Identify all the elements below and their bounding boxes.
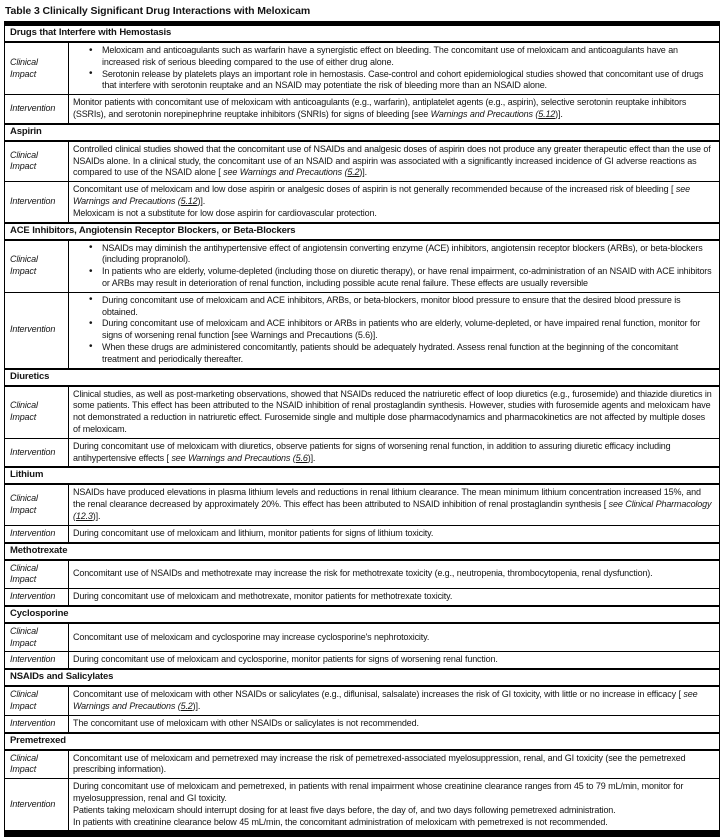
row-label-intervention: Intervention	[5, 182, 69, 223]
section-header-row	[5, 733, 720, 750]
text-segment: NSAIDs may diminish the antihypertensive effect of angiotensin converting enzyme (ACE) inhibitors, angiotensin receptor blockers (ARBs), or beta-blockers (including propranolol).	[102, 242, 703, 265]
paragraph	[73, 97, 714, 121]
section-header-row	[5, 467, 720, 484]
text-segment: Concomitant use of NSAIDs and methotrexate may increase the risk for methotrexate toxicity (e.g., neutropenia, thrombocytopenia, renal dysfunction).	[73, 568, 653, 579]
cell-intervention	[69, 95, 720, 124]
cell-intervention	[69, 715, 720, 732]
row-label-clinical-impact: Clinical Impact	[5, 560, 69, 589]
section-header: Diuretics	[5, 369, 720, 386]
row-label-intervention: Intervention	[5, 95, 69, 124]
text-segment: see Warnings and Precautions (	[73, 689, 698, 712]
row-label-intervention: Intervention	[5, 779, 69, 834]
paragraph	[73, 781, 714, 805]
text-segment: During concomitant use of meloxicam and ACE inhibitors or ARBs in patients who are elderly, volume-depleted, or have impaired renal function, monitor for signs of worsening renal function [see Warnings and Precautions (5.6)].	[102, 318, 701, 341]
text-segment: During concomitant use of meloxicam and pemetrexed, in patients with renal impairment whose creatinine clearance ranges from 45 to 79 mL/min, monitor for myelosuppression, renal and GI toxicity.	[73, 781, 684, 804]
text-segment: When these drugs are administered concomitantly, patients should be adequately hydrated. Assess renal function at the beginning of the concomitant treatment and periodically thereafter.	[102, 341, 679, 364]
table-row	[5, 686, 720, 715]
cell-clinical-impact	[69, 240, 720, 293]
row-label-intervention: Intervention	[5, 292, 69, 368]
row-label-clinical-impact: Clinical Impact	[5, 623, 69, 652]
paragraph	[73, 817, 714, 829]
text-segment: see Clinical Pharmacology (	[73, 499, 712, 521]
section-header-row	[5, 124, 720, 141]
cell-clinical-impact	[69, 560, 720, 589]
bullet-list	[73, 45, 714, 92]
table-row	[5, 750, 720, 779]
text-segment: During concomitant use of meloxicam and cyclosporine, monitor patients for signs of worsening renal function.	[73, 654, 498, 665]
table-row	[5, 715, 720, 732]
table-row	[5, 240, 720, 293]
cross-reference: 5.12	[180, 195, 198, 206]
paragraph	[73, 591, 714, 603]
text-segment: During concomitant use of meloxicam with diuretics, observe patients for signs of worsening renal function, in addition to assuring diuretic efficacy including antihypertensive effects [	[73, 440, 671, 463]
text-segment: Clinical studies, as well as post-marketing observations, showed that NSAIDs reduced the natriuretic effect of loop diuretics (e.g., furosemide) and thiazide diuretics in some patients. This effect has been attributed to the NSAID inhibition of renal prostaglandin synthesis. However, studies with furosemide agents and meloxicam have not demonstrated a reduction in natriuretic effect. Furosemide single and multiple dose pharmacodynamics and pharmacokinetics are not affected by multiple doses of meloxicam.	[73, 388, 712, 434]
paragraph	[73, 208, 714, 220]
cell-intervention	[69, 652, 720, 669]
paragraph	[73, 689, 714, 713]
cell-intervention	[69, 779, 720, 834]
row-label-clinical-impact: Clinical Impact	[5, 386, 69, 439]
section-header-row	[5, 669, 720, 686]
paragraph	[73, 805, 714, 817]
row-label-clinical-impact: Clinical Impact	[5, 686, 69, 715]
cross-reference: 5.2	[180, 701, 193, 712]
row-label-clinical-impact: Clinical Impact	[5, 42, 69, 95]
text-segment: Meloxicam and anticoagulants such as warfarin have a synergistic effect on bleeding. The concomitant use of meloxicam and anticoagulants have an increased risk of serious bleeding compared to the use of either drug alone.	[102, 45, 678, 67]
section-header-row	[5, 223, 720, 240]
section-header: Methotrexate	[5, 543, 720, 560]
drug-interactions-table-body	[5, 24, 720, 834]
table-row	[5, 95, 720, 124]
table-row	[5, 141, 720, 182]
cell-intervention	[69, 292, 720, 368]
paragraph	[73, 389, 714, 436]
table-row	[5, 386, 720, 439]
row-label-clinical-impact: Clinical Impact	[5, 141, 69, 182]
table-row	[5, 589, 720, 606]
paragraph	[73, 718, 714, 730]
cell-intervention	[69, 589, 720, 606]
row-label-clinical-impact: Clinical Impact	[5, 484, 69, 525]
section-header-row	[5, 24, 720, 43]
text-segment: see Warnings and Precautions (	[171, 452, 296, 463]
section-header: Aspirin	[5, 124, 720, 141]
text-segment: In patients who are elderly, volume-depleted (including those on diuretic therapy), or have renal impairment, co-administration of an NSAID with ACE inhibitors or ARBs may result in deterioration of renal function, including possible acute renal failure. These effects are usually reversible	[102, 266, 712, 288]
text-segment: During concomitant use of meloxicam and lithium, monitor patients for signs of lithium toxicity.	[73, 527, 434, 538]
text-segment: Concomitant use of meloxicam with other NSAIDs or salicylates (e.g., diflunisal, salsalate) increases the risk of GI toxicity, with little or no increase in efficacy [	[73, 689, 684, 700]
row-label-clinical-impact: Clinical Impact	[5, 750, 69, 779]
row-label-intervention: Intervention	[5, 525, 69, 542]
text-segment: see Warnings and Precautions (	[223, 167, 348, 178]
cell-clinical-impact	[69, 484, 720, 525]
text-segment: Concomitant use of meloxicam and cyclosporine may increase cyclosporine's nephrotoxicity.	[73, 631, 430, 642]
text-segment: The concomitant use of meloxicam with other NSAIDs or salicylates is not recommended.	[73, 717, 419, 728]
paragraph	[73, 528, 714, 540]
text-segment: )].	[92, 510, 101, 521]
text-segment: Patients taking meloxicam should interrupt dosing for at least five days before, the day of, and two days following pemetrexed administration.	[73, 804, 616, 815]
text-segment: Concomitant use of meloxicam and low dose aspirin or analgesic doses of aspirin is not generally recommended because of the increased risk of bleeding [	[73, 184, 676, 195]
row-label-intervention: Intervention	[5, 589, 69, 606]
text-segment: )].	[192, 701, 201, 712]
bullet-item	[102, 243, 714, 267]
bullet-list	[73, 295, 714, 366]
text-segment: During concomitant use of meloxicam and methotrexate, monitor patients for methotrexate toxicity.	[73, 591, 453, 602]
paragraph	[73, 632, 714, 644]
table-row	[5, 292, 720, 368]
cross-reference: 5.12	[538, 108, 556, 119]
table-row	[5, 42, 720, 95]
cross-reference: 5.2	[347, 167, 360, 178]
paragraph	[73, 144, 714, 179]
table-row	[5, 779, 720, 834]
cell-clinical-impact	[69, 141, 720, 182]
bullet-item	[102, 295, 714, 319]
bullet-item	[102, 45, 714, 69]
section-header-row	[5, 369, 720, 386]
text-segment: see Warnings and Precautions (	[73, 184, 690, 206]
text-segment: Meloxicam is not a substitute for low dose aspirin for cardiovascular protection.	[73, 207, 377, 218]
paragraph	[73, 487, 714, 522]
section-header: Drugs that Interfere with Hemostasis	[5, 24, 720, 43]
drug-interactions-table	[4, 21, 720, 837]
cell-clinical-impact	[69, 623, 720, 652]
cell-clinical-impact	[69, 686, 720, 715]
paragraph	[73, 441, 714, 465]
table-row	[5, 525, 720, 542]
table-row	[5, 182, 720, 223]
section-header-row	[5, 606, 720, 623]
paragraph	[73, 753, 714, 777]
paragraph	[73, 654, 714, 666]
text-segment: )].	[359, 167, 367, 178]
text-segment: Serotonin release by platelets plays an important role in hemostasis. Case-control and cohort epidemiological studies showed that concomitant use of drugs that interfere with serotonin reuptake and an NSAID may potentiate the risk of bleeding more than an NSAID alone.	[102, 68, 704, 91]
text-segment: Monitor patients with concomitant use of meloxicam with anticoagulants (e.g., warfarin), antiplatelet agents (e.g., aspirin), selective serotonin reuptake inhibitors (SSRIs), and serotonin norepinephrine reuptake inhibitors (SNRIs) for signs of bleeding [see	[73, 97, 687, 119]
row-label-intervention: Intervention	[5, 652, 69, 669]
text-segment: )].	[307, 452, 316, 463]
bullet-item	[102, 318, 714, 342]
cross-reference: 12.3	[75, 510, 93, 521]
text-segment: In patients with creatinine clearance below 45 mL/min, the concomitant administration of meloxicam with pemetrexed is not recommended.	[73, 816, 608, 827]
table-row	[5, 652, 720, 669]
section-header: Lithium	[5, 467, 720, 484]
text-segment: )].	[197, 195, 206, 206]
section-header: NSAIDs and Salicylates	[5, 669, 720, 686]
row-label-clinical-impact: Clinical Impact	[5, 240, 69, 293]
paragraph	[73, 184, 714, 208]
text-segment: Warnings and Precautions (	[430, 108, 539, 119]
row-label-intervention: Intervention	[5, 438, 69, 467]
text-segment: Concomitant use of meloxicam and pemetrexed may increase the risk of pemetrexed-associated myelosuppression, renal, and GI toxicity (see the pemetrexed prescribing information).	[73, 752, 686, 775]
cell-clinical-impact	[69, 386, 720, 439]
bullet-item	[102, 342, 714, 366]
table-title: Table 3 Clinically Significant Drug Interactions with Meloxicam	[5, 5, 311, 17]
section-header: ACE Inhibitors, Angiotensin Receptor Blockers, or Beta-Blockers	[5, 223, 720, 240]
section-header: Premetrexed	[5, 733, 720, 750]
text-segment: Controlled clinical studies showed that the concomitant use of NSAIDs and analgesic doses of aspirin does not produce any greater therapeutic effect than the use of NSAIDs alone. In a clinical study, the concomitant use of an NSAID and aspirin was associated with a significantly increased incidence of GI adverse reactions as compared to use of the NSAID alone [	[73, 143, 711, 178]
cell-clinical-impact	[69, 42, 720, 95]
section-header-row	[5, 543, 720, 560]
bullet-item	[102, 266, 714, 290]
paragraph	[73, 568, 714, 580]
table-row	[5, 484, 720, 525]
text-segment: NSAIDs have produced elevations in plasma lithium levels and reductions in renal lithium clearance. The mean minimum lithium concentration increased 15%, and the renal clearance decreased by approximately 20%. This effect has been attributed to NSAID inhibition of renal prostaglandin synthesis [	[73, 487, 701, 510]
cross-reference: 5.6	[295, 452, 308, 463]
bullet-item	[102, 69, 714, 93]
text-segment: During concomitant use of meloxicam and ACE inhibitors, ARBs, or beta-blockers, monitor blood pressure to ensure that the desired blood pressure is obtained.	[102, 294, 681, 317]
bullet-list	[73, 243, 714, 290]
table-row	[5, 623, 720, 652]
cell-intervention	[69, 182, 720, 223]
cell-intervention	[69, 438, 720, 467]
cell-intervention	[69, 525, 720, 542]
table-row	[5, 438, 720, 467]
table-row	[5, 560, 720, 589]
cell-clinical-impact	[69, 750, 720, 779]
text-segment: )].	[555, 108, 563, 119]
section-header: Cyclosporine	[5, 606, 720, 623]
row-label-intervention: Intervention	[5, 715, 69, 732]
